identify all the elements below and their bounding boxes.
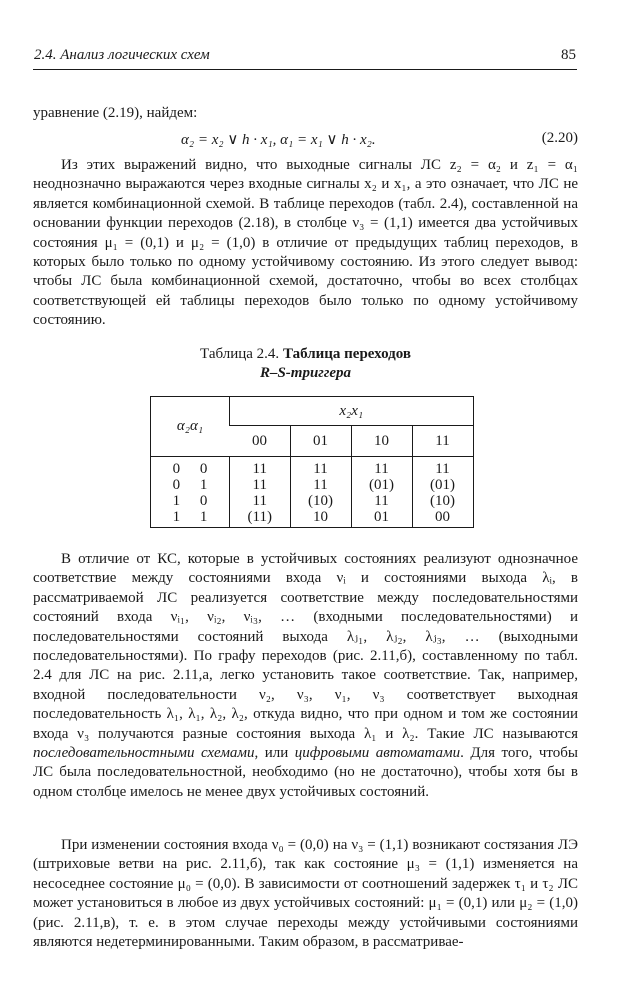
paragraph-2-before: В отличие от КС, которые в устойчивых состояниях реализуют однозначное соответствие между состояниями входа νᵢ и состояниями выхода λᵢ, в рассматриваемой ЛС реализуется соответствие между последовательностями состояний входа νᵢ₁, νᵢ₂, νᵢ₃, … (входными последовательностями) и последовательностями состояний выхода λⱼ₁, λⱼ₂, λⱼ₃, … (выходными последовательностями). По графу переходов (рис. 2.11,б), составленному по табл. 2.4 для ЛС на рис. 2.11,а, легко установить такое соответствие. Так, например, входной последовательности ν₂, ν₃, ν₁, ν₃ соответствует выходная последовательность λ₁, λ₁, λ₂, λ₂, откуда видно, что при одном и том же состоянии входа ν₃ получаются разные состояния выхода λ₁ и λ₂. Такие ЛС называются xyxy=(33,551,578,742)
paragraph-2-connector: , или xyxy=(254,745,289,762)
paragraph-2-text xyxy=(33,550,578,802)
paragraph-1 xyxy=(33,156,578,331)
column-00 xyxy=(230,457,291,528)
column-11 xyxy=(412,457,473,528)
intro-line: уравнение (2.19), найдем: xyxy=(33,105,198,121)
row-label: 0 0 xyxy=(172,461,216,477)
table-cell: 10 xyxy=(313,509,328,525)
intro-text xyxy=(33,104,578,123)
page-number: 85 xyxy=(561,47,576,63)
equation-formula: α₂ = x₂ ∨ h · x₁, α₁ = x₁ ∨ h · x₂. xyxy=(181,132,376,148)
paragraph-2-after: . Для того, чтобы ЛС была последовательностной, необходимо (но не достаточно), чтобы хотя бы в одном столбце имелось не менее двух устойчивых состояний. xyxy=(33,745,578,800)
table-cell: 11 xyxy=(374,461,389,477)
column-header: 01 xyxy=(290,426,351,457)
column-header: 10 xyxy=(351,426,412,457)
paragraph-3-text: При изменении состояния входа ν₀ = (0,0) на ν₃ = (1,1) возникают состязания ЛЭ (штриховые ветви на рис. 2.11,б), так как состояние μ₃ = (1,1) изменяется на несоседнее состояние μ₀ = (0,0). В зависимости от соотношений задержек τ₁ и τ₂ ЛС может установиться в любое из двух устойчивых состояний: μ₁ = (0,1) или μ₂ = (1,0) (рис. 2.11,в), т. е. в этом случае переходы между устойчивыми состояниями являются недетерминированными. Таким образом, в рассматривае- xyxy=(33,837,578,951)
table-cell: (10) xyxy=(430,493,455,509)
column-header: 11 xyxy=(412,426,473,457)
term-digital-automata: цифровыми автоматами xyxy=(294,745,461,762)
row-label: 1 1 xyxy=(172,509,216,525)
column-01 xyxy=(290,457,351,528)
paragraph-3 xyxy=(33,836,578,952)
column-header: 00 xyxy=(230,426,291,457)
table-cell: 11 xyxy=(252,493,267,509)
column-10 xyxy=(351,457,412,528)
caption-prefix: Таблица 2.4. xyxy=(200,346,280,362)
table-cell: (01) xyxy=(369,477,394,493)
caption-title-2: R–S-триггера xyxy=(259,365,352,381)
table-cell: (10) xyxy=(308,493,333,509)
table-cell: 11 xyxy=(252,477,267,493)
table-cell: (11) xyxy=(247,509,272,525)
table-cell: 01 xyxy=(374,509,389,525)
term-sequential-circuits: последовательностными схемами xyxy=(33,745,255,762)
equation-2-20 xyxy=(33,130,578,150)
running-header xyxy=(34,47,576,64)
corner-label: α₂α₁ xyxy=(151,397,230,457)
paragraph-2 xyxy=(33,550,578,802)
table-cell: 11 xyxy=(313,477,328,493)
table-cell: 11 xyxy=(252,461,267,477)
table-cell: (01) xyxy=(430,477,455,493)
table-cell: 00 xyxy=(435,509,450,525)
equation-number: (2.20) xyxy=(541,130,578,146)
group-label: x₂x₁ xyxy=(230,397,474,426)
header-rule xyxy=(33,69,577,70)
section-title: 2.4. Анализ логических схем xyxy=(34,47,210,63)
row-label: 0 1 xyxy=(172,477,216,493)
transition-table xyxy=(150,396,474,528)
caption-title-1: Таблица переходов xyxy=(282,346,411,362)
row-label: 1 0 xyxy=(172,493,216,509)
table-cell: 11 xyxy=(435,461,450,477)
table-cell: 11 xyxy=(313,461,328,477)
table-caption xyxy=(33,345,578,383)
paragraph-1-text: Из этих выражений видно, что выходные сигналы ЛС z₂ = α₂ и z₁ = α₁ неоднозначно выражаются через входные сигналы x₂ и x₁, а это означает, что ЛС не является комбинационной схемой. В таблице переходов (табл. 2.4), составленной на основании функции переходов (2.18), в столбце ν₃ = (1,1) имеется два устойчивых состояния μ₁ = (0,1) и μ₂ = (1,0) в отличие от предыдущих таблиц переходов, в которых было только по одному устойчивому состоянию. Из этого следует вывод: чтобы ЛС была комбинационной схемой, достаточно, чтобы во всех столбцах соответствующей ей таблицы переходов было только по одному устойчивому состоянию. xyxy=(33,157,579,329)
row-labels xyxy=(151,457,230,528)
table-cell: 11 xyxy=(374,493,389,509)
